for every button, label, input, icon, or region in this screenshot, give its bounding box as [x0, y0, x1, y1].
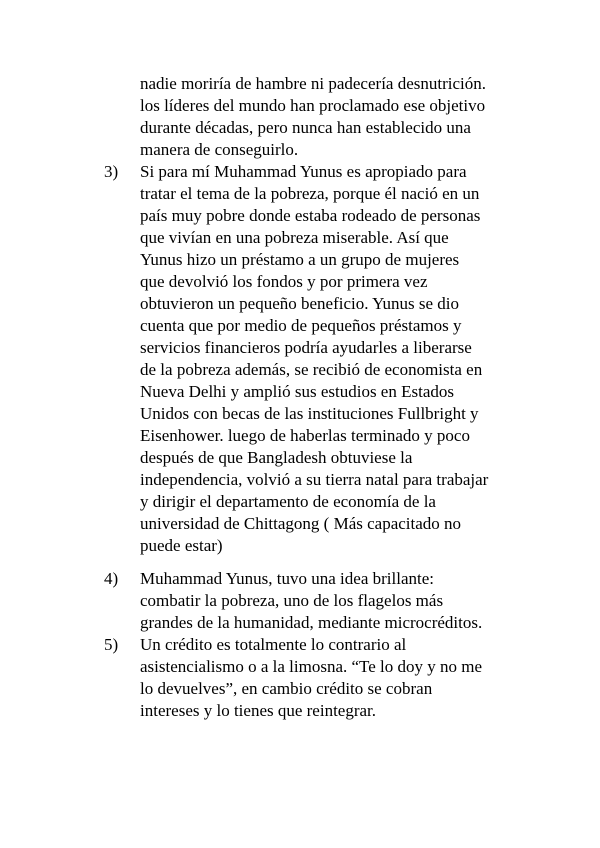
text-line: durante décadas, pero nunca han establecido una	[140, 118, 471, 137]
text-line: manera de conseguirlo.	[140, 140, 299, 159]
text-line: universidad de Chittagong ( Más capacitado no	[140, 514, 462, 533]
text-line: Unidos con becas de las instituciones Fullbright y	[140, 404, 479, 423]
text-line: grandes de la humanidad, mediante microcréditos.	[140, 613, 483, 632]
text-line: y dirigir el departamento de economía de la	[140, 492, 436, 511]
text-line: después de que Bangladesh obtuviese la	[140, 448, 413, 467]
text-line: cuenta que por medio de pequeños préstamos y	[140, 316, 462, 335]
text-line: puede estar)	[140, 536, 223, 555]
list-number: 3)	[104, 162, 119, 181]
list-number: 4)	[104, 569, 119, 588]
text-line: tratar el tema de la pobreza, porque él nació en un	[140, 184, 480, 203]
text-line: los líderes del mundo han proclamado ese objetivo	[140, 96, 486, 115]
text-line: servicios financieros podría ayudarles a liberarse	[140, 338, 472, 357]
text-line: obtuvieron un pequeño beneficio. Yunus se dio	[140, 294, 459, 313]
text-line: Si para mí Muhammad Yunus es apropiado para	[140, 162, 467, 181]
text-line: Muhammad Yunus, tuvo una idea brillante:	[140, 569, 434, 588]
text-line: Eisenhower. luego de haberlas terminado y poco	[140, 426, 470, 445]
text-line: intereses y lo tienes que reintegrar.	[140, 701, 377, 720]
list-number: 5)	[104, 635, 119, 654]
text-line: Nueva Delhi y amplió sus estudios en Estados	[140, 382, 454, 401]
text-line: lo devuelves”, en cambio crédito se cobran	[140, 679, 433, 698]
text-line: Yunus hizo un préstamo a un grupo de mujeres	[140, 250, 460, 269]
text-line: independencia, volvió a su tierra natal para trabajar	[140, 470, 489, 489]
text-line: que vivían en una pobreza miserable. Así que	[140, 228, 449, 247]
text-line: país muy pobre donde estaba rodeado de personas	[140, 206, 481, 225]
text-line: nadie moriría de hambre ni padecería desnutrición.	[140, 74, 486, 93]
text-line: que devolvió los fondos y por primera vez	[140, 272, 428, 291]
text-line: Un crédito es totalmente lo contrario al	[140, 635, 407, 654]
text-line: de la pobreza además, se recibió de economista en	[140, 360, 483, 379]
text-line: asistencialismo o a la limosna. “Te lo doy y no me	[140, 657, 483, 676]
text-line: combatir la pobreza, uno de los flagelos más	[140, 591, 444, 610]
